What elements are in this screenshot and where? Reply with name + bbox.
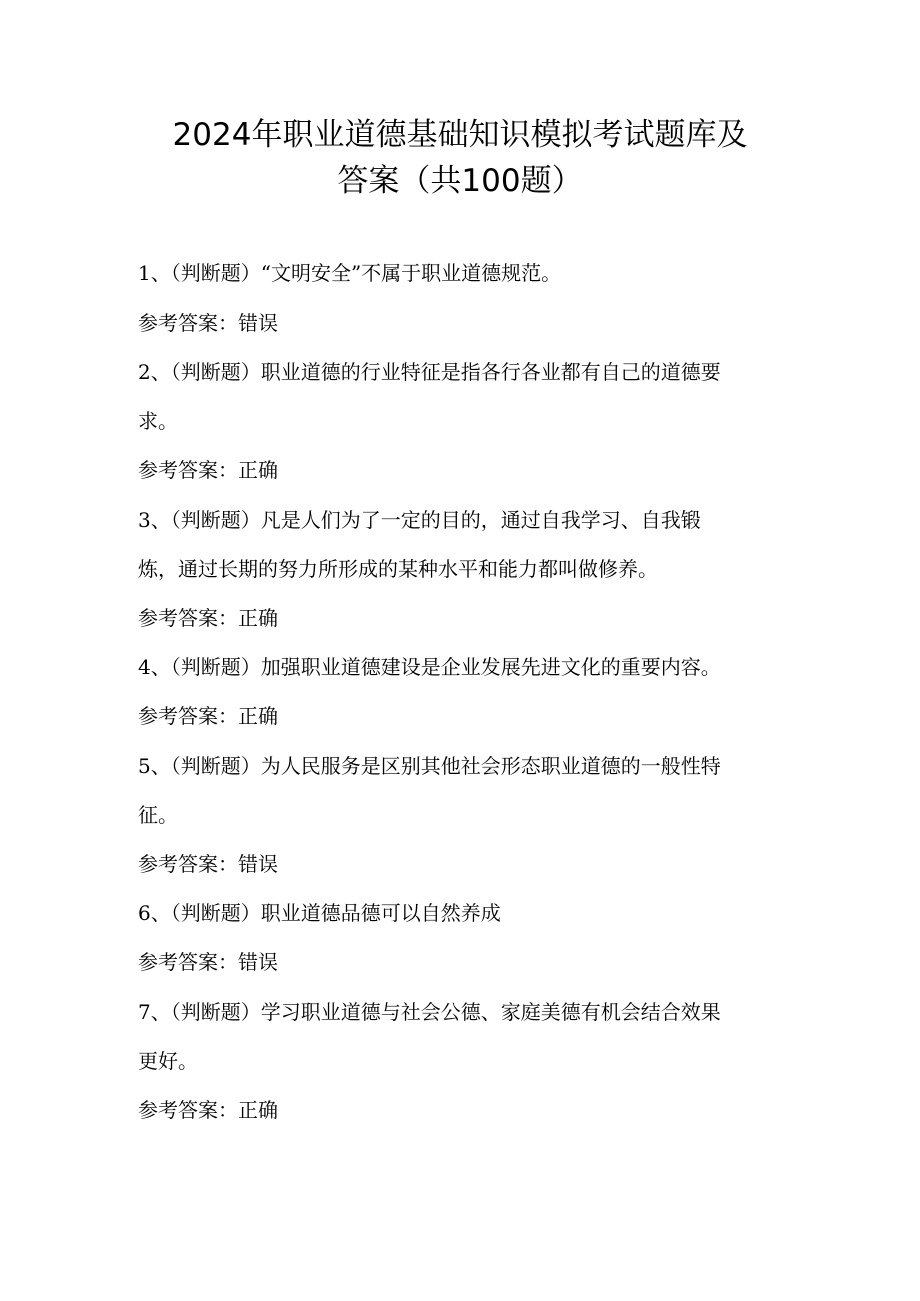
question-6-text-line-1: 6、（判断题）职业道德品德可以自然养成 — [138, 901, 501, 925]
document-title-line-2: 答案（共100题） — [337, 163, 583, 199]
question-5-text-line-1: 5、（判断题）为人民服务是区别其他社会形态职业道德的一般性特 — [138, 754, 721, 778]
question-7-answer: 参考答案：正确 — [138, 1098, 278, 1122]
question-1-answer: 参考答案：错误 — [138, 311, 278, 335]
question-4-answer: 参考答案：正确 — [138, 704, 278, 728]
question-3-answer: 参考答案：正确 — [138, 606, 278, 630]
question-3-text-line-2: 炼，通过长期的努力所形成的某种水平和能力都叫做修养。 — [138, 557, 658, 581]
question-5-answer: 参考答案：错误 — [138, 852, 278, 876]
question-3-text-line-1: 3、（判断题）凡是人们为了一定的目的，通过自我学习、自我锻 — [138, 508, 701, 532]
question-7-text-line-2: 更好。 — [138, 1049, 198, 1073]
question-2-text-line-1: 2、（判断题）职业道德的行业特征是指各行各业都有自己的道德要 — [138, 360, 721, 384]
question-5-text-line-2: 征。 — [138, 803, 178, 827]
question-2-answer: 参考答案：正确 — [138, 458, 278, 482]
question-1-text-line-1: 1、（判断题）“文明安全”不属于职业道德规范。 — [138, 261, 562, 285]
question-7-text-line-1: 7、（判断题）学习职业道德与社会公德、家庭美德有机会结合效果 — [138, 1000, 721, 1024]
question-4-text-line-1: 4、（判断题）加强职业道德建设是企业发展先进文化的重要内容。 — [138, 655, 721, 679]
question-6-answer: 参考答案：错误 — [138, 950, 278, 974]
document-title-line-1: 2024年职业道德基础知识模拟考试题库及 — [172, 117, 748, 153]
question-2-text-line-2: 求。 — [138, 409, 178, 433]
